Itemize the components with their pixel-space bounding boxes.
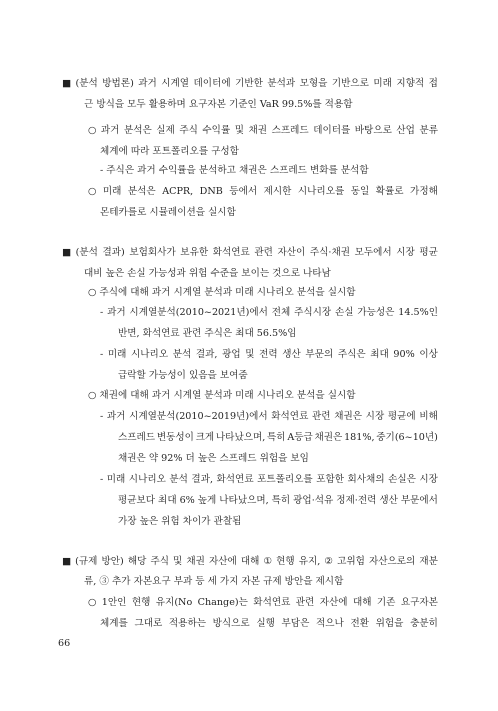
word: 최대: [158, 495, 177, 506]
word: 위험을: [375, 618, 404, 629]
word: 자산에: [319, 597, 348, 608]
word: 이상: [419, 349, 438, 360]
word: 전체: [271, 307, 291, 318]
word: 특히: [267, 432, 286, 443]
word: 시나리오: [128, 474, 166, 485]
word: 미래: [107, 349, 127, 360]
sub-bullet-equity-past-line-1: [0, 304, 498, 322]
word: 보유한: [180, 247, 209, 258]
word: 모두에서: [354, 247, 392, 258]
word: ②: [324, 556, 334, 567]
word: 재분: [419, 556, 438, 567]
word: 부담은: [281, 618, 310, 629]
word: 과거: [106, 411, 126, 422]
word: 시계열분석(2010~2019년)에서: [129, 411, 268, 422]
word: 산업: [396, 125, 415, 136]
word: (분석: [75, 247, 98, 258]
word: 모형을: [299, 78, 328, 89]
paragraph-regulation-line-1: [0, 553, 498, 571]
word: ○: [88, 186, 97, 197]
word: 평균: [419, 247, 438, 258]
word: 시장: [365, 411, 385, 422]
word: 시계열분석(2010~2021년)에서: [129, 307, 268, 318]
word: 바탕으로: [354, 125, 392, 136]
word: 해당: [127, 556, 147, 567]
word: 광업·석유: [293, 495, 334, 506]
word: 기존: [376, 597, 396, 608]
bullet-future-analysis-line-2: 몬테카를로 시뮬레이션을 실시함: [100, 207, 236, 218]
word: 변동성이: [156, 432, 194, 443]
paragraph-result-line-2: 대비 높은 손실 가능성과 위험 수준을 보이는 것으로 나타남: [84, 268, 331, 279]
word: 채권: [186, 556, 205, 567]
word: 기반으로: [331, 78, 369, 89]
word: 관련: [254, 247, 273, 258]
word: 주식시장: [294, 307, 332, 318]
word: 등에서: [229, 186, 258, 197]
word: 전력: [259, 349, 278, 360]
word: 실제: [156, 125, 175, 136]
word: 시장: [396, 247, 415, 258]
word: 관련: [295, 597, 315, 608]
word: 평균에: [387, 411, 416, 422]
word: 대해: [352, 597, 372, 608]
word: 현행: [131, 597, 151, 608]
word: 과거: [138, 78, 157, 89]
word: -: [100, 411, 104, 422]
word: 및: [234, 125, 245, 136]
word: 14.5%인: [398, 307, 438, 318]
word: 과거: [100, 125, 120, 136]
word: 분류: [419, 125, 438, 136]
word: 및: [245, 349, 255, 360]
word: ○: [88, 125, 97, 136]
word: 자산이: [277, 247, 306, 258]
sub-bullet-bond-past-line-1: [0, 408, 498, 426]
word: 미래: [373, 78, 392, 89]
word: 시계열: [161, 78, 190, 89]
bullet-future-analysis-line-1: [0, 183, 498, 201]
word: 높게: [197, 495, 217, 506]
word: 분석은: [123, 125, 152, 136]
word: 충분히: [410, 618, 438, 629]
word: 광업: [222, 349, 241, 360]
sub-bullet-bond-future-line-2: [0, 492, 498, 510]
word: 관련: [312, 411, 331, 422]
sub-bullet-past-analysis: - 주식은 과거 수익률을 분석하고 채권은 스프레드 변화를 분석함: [100, 165, 369, 176]
word: 시나리오를: [297, 186, 345, 197]
word: 데이터를: [313, 125, 351, 136]
sub-bullet-bond-future-line-3: 가장 높은 위험 차이가 관찰됨: [118, 516, 242, 527]
word: 6%: [179, 495, 195, 506]
word: (분석: [75, 78, 98, 89]
sub-bullet-bond-past-line-2: [0, 429, 498, 447]
word: 적용하는: [168, 618, 206, 629]
word: 스프레드: [118, 432, 156, 443]
word: 화석연료: [271, 411, 309, 422]
word: DNB: [199, 186, 223, 197]
word: 미래: [106, 474, 126, 485]
word: 화석연료: [216, 474, 254, 485]
word: 보험회사가: [129, 247, 176, 258]
word: ■: [62, 556, 72, 567]
word: 채권은: [314, 432, 343, 443]
bullet-past-analysis-line-2: 체계에 따라 포트폴리오를 구성함: [100, 146, 239, 157]
word: 그대로: [134, 618, 163, 629]
word: 방식으로: [212, 618, 250, 629]
word: 지향적: [396, 78, 425, 89]
sub-bullet-equity-future-line-2: 급락할 가능성이 있음을 보여줌: [118, 370, 248, 381]
word: 수익률: [202, 125, 231, 136]
word: 1안인: [101, 597, 127, 608]
word: 특히: [271, 495, 291, 506]
bullet-option1-line-1: [0, 594, 498, 612]
word: 대해: [240, 556, 260, 567]
word: 전환: [350, 618, 369, 629]
word: ■: [62, 78, 72, 89]
word: 확률로: [375, 186, 404, 197]
word: -: [100, 307, 104, 318]
word: 체계를: [100, 618, 128, 629]
word: 생산: [282, 349, 301, 360]
word: 자산에: [209, 556, 237, 567]
word: 손실은: [388, 474, 416, 485]
word: 결과): [102, 247, 125, 258]
word: 접: [428, 78, 438, 89]
word: 나타났으며,: [219, 495, 269, 506]
word: 생산: [379, 495, 398, 506]
word: 및: [173, 556, 183, 567]
bullet-bond-analysis: ○ 채권에 대해 과거 시계열 분석과 미래 시나리오 분석을 실시함: [88, 390, 356, 401]
paragraph-method-line-1: [0, 75, 498, 93]
word: 주식은: [337, 349, 366, 360]
word: 90%: [393, 349, 415, 360]
word: 화석연료: [253, 597, 291, 608]
sub-bullet-equity-future-line-1: [0, 346, 498, 364]
word: 고위험: [337, 556, 365, 567]
paragraph-result-line-1: [0, 244, 498, 262]
word: 유지,: [298, 556, 321, 567]
word: 제시한: [263, 186, 292, 197]
word: A등급: [287, 432, 313, 443]
word: ■: [62, 247, 72, 258]
word: 부문의: [305, 349, 334, 360]
word: 분석: [169, 474, 188, 485]
word: 채권: [248, 125, 268, 136]
word: 기반한: [235, 78, 263, 89]
word: 분석은: [127, 186, 156, 197]
word: 실행: [256, 618, 275, 629]
word: 주식·채권: [309, 247, 350, 258]
word: 최대: [370, 349, 389, 360]
paragraph-method-line-2: 근 방식을 모두 활용하며 요구자본 기준인 VaR 99.5%를 적용함: [84, 99, 353, 110]
word: 나타났으며,: [215, 432, 266, 443]
word: 데이터에: [193, 78, 231, 89]
word: 유지(No: [155, 597, 193, 608]
bullet-past-analysis-line-1: [0, 122, 498, 140]
word: 현행: [276, 556, 295, 567]
word: 과거: [107, 307, 126, 318]
word: 분석과: [267, 78, 296, 89]
word: 채권은: [334, 411, 363, 422]
word: 방안): [101, 556, 124, 567]
word: 주식: [179, 125, 198, 136]
bullet-option1-line-2: [0, 615, 498, 633]
word: 분석: [172, 349, 192, 360]
word: 포함한: [316, 474, 345, 485]
word: 화석연료: [212, 247, 250, 258]
word: 중기(6~10년): [376, 432, 438, 443]
word: 적으나: [315, 618, 344, 629]
paragraph-regulation-line-2: 류, ③ 추가 자본요구 부과 등 세 가지 자본 규제 방안을 제시함: [84, 576, 344, 587]
word: 스프레드: [271, 125, 309, 136]
word: 가능성은: [357, 307, 395, 318]
word: (규제: [75, 556, 98, 567]
word: -: [100, 349, 104, 360]
word: 시장: [419, 474, 438, 485]
word: 부문에서: [400, 495, 438, 506]
word: 미래: [102, 186, 122, 197]
word: 동일: [350, 186, 370, 197]
word: 요구자본: [400, 597, 438, 608]
sub-bullet-equity-past-line-2: 반면, 화석연료 관련 주식은 최대 56.5%임: [118, 328, 297, 339]
sub-bullet-bond-past-line-3: 채권은 약 92% 더 높은 스프레드 위험을 보임: [118, 453, 309, 464]
bullet-equity-analysis: ○ 주식에 대해 과거 시계열 분석과 미래 시나리오 분석을 실시함: [88, 287, 356, 298]
word: 포트폴리오를: [257, 474, 313, 485]
word: 회사채의: [347, 474, 385, 485]
sub-bullet-bond-future-line-1: [0, 471, 498, 489]
word: -: [100, 474, 104, 485]
word: 시나리오: [131, 349, 169, 360]
word: 방법론): [102, 78, 134, 89]
word: 181%,: [344, 432, 375, 443]
word: 결과,: [195, 349, 218, 360]
word: ○: [88, 597, 97, 608]
word: ACPR,: [162, 186, 194, 197]
word: 크게: [195, 432, 215, 443]
word: 자산으로의: [368, 556, 416, 567]
word: 평균보다: [118, 495, 156, 506]
word: 손실: [334, 307, 354, 318]
word: Change)는: [197, 597, 248, 608]
word: 비해: [419, 411, 438, 422]
word: ①: [263, 556, 273, 567]
word: 결과,: [191, 474, 214, 485]
word: 정제·전력: [336, 495, 377, 506]
word: 가정해: [410, 186, 438, 197]
page-number: 66: [58, 638, 71, 649]
word: 주식: [150, 556, 169, 567]
